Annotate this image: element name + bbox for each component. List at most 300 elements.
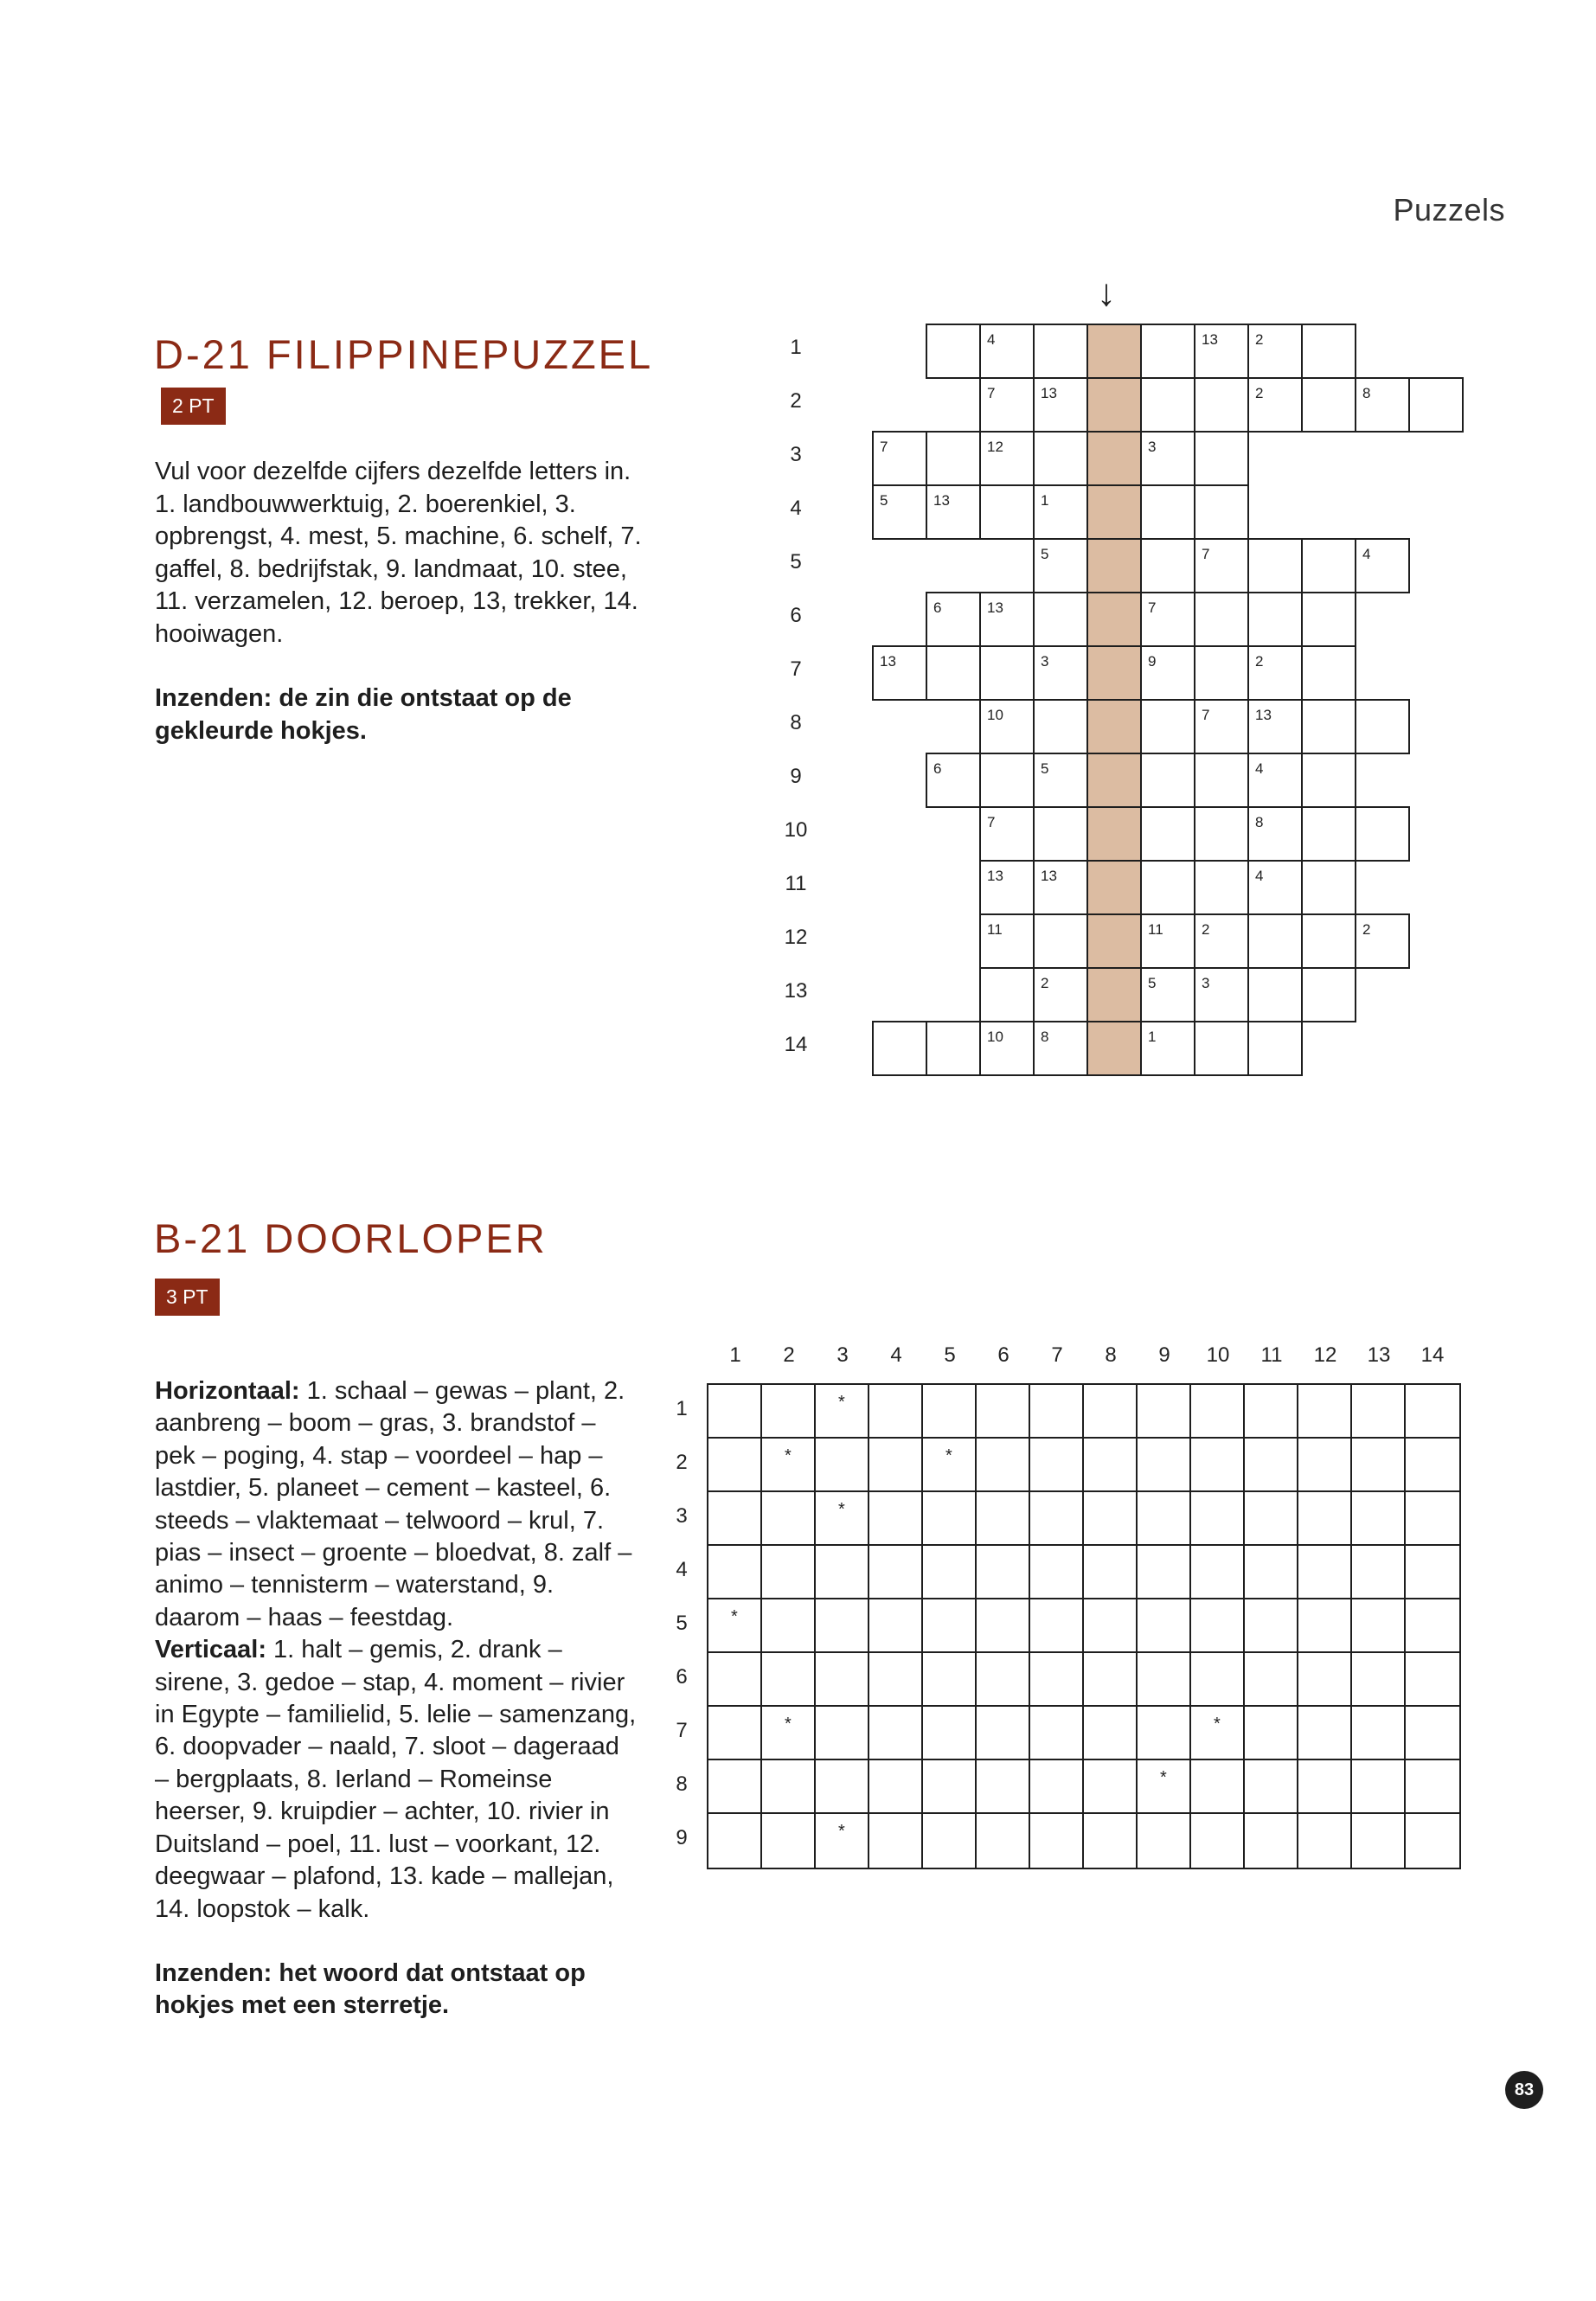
star-marker-icon: * [838,1822,845,1841]
filippine-cell[interactable] [1355,377,1410,433]
doorloper-cell[interactable] [869,1439,923,1492]
filippine-cell[interactable] [1033,1021,1088,1076]
doorloper-column-number: 10 [1206,1343,1230,1367]
doorloper-cell[interactable] [1084,1814,1138,1868]
doorloper-cell[interactable] [977,1653,1030,1707]
doorloper-column-number: 5 [944,1343,956,1367]
doorloper-cell[interactable] [1084,1385,1138,1439]
filippine-cell[interactable] [926,324,981,379]
filippine-cell[interactable] [1194,484,1249,540]
doorloper-cell[interactable] [1406,1653,1459,1707]
star-marker-icon: * [838,1500,845,1519]
filippine-cell[interactable] [1033,377,1088,433]
doorloper-cell[interactable] [1030,1599,1084,1653]
filippine-cell[interactable] [1194,592,1249,647]
filippine-cell[interactable] [979,645,1035,701]
doorloper-cell[interactable] [1030,1760,1084,1814]
doorloper-cell[interactable] [1084,1546,1138,1599]
doorloper-cell[interactable] [816,1814,869,1868]
filippine-highlighted-cell[interactable] [1086,377,1142,433]
doorloper-cell[interactable] [923,1492,977,1546]
filippine-cell[interactable] [872,1021,927,1076]
doorloper-column-number: 1 [729,1343,741,1367]
filippine-cell[interactable] [1301,699,1356,754]
filippine-cell[interactable] [979,913,1035,969]
doorloper-cell[interactable] [977,1546,1030,1599]
filippine-cell[interactable] [979,753,1035,808]
doorloper-cell[interactable] [1245,1760,1298,1814]
doorloper-cell[interactable] [1352,1439,1406,1492]
doorloper-cell[interactable] [1352,1546,1406,1599]
filippine-highlighted-cell[interactable] [1086,860,1142,915]
doorloper-cell[interactable] [869,1599,923,1653]
cell-number: 13 [880,653,896,670]
doorloper-cell[interactable] [1406,1707,1459,1760]
doorloper-cell[interactable] [1138,1814,1191,1868]
doorloper-cell[interactable] [1191,1439,1245,1492]
filippine-cell[interactable] [1194,967,1249,1022]
doorloper-cell[interactable] [1138,1599,1191,1653]
doorloper-cell[interactable] [1191,1599,1245,1653]
filippine-highlighted-cell[interactable] [1086,592,1142,647]
doorloper-cell[interactable] [1030,1707,1084,1760]
filippine-cell[interactable] [1033,806,1088,862]
doorloper-cell[interactable] [869,1760,923,1814]
filippine-cell[interactable] [1033,860,1088,915]
filippine-cell[interactable] [1140,1021,1195,1076]
doorloper-cell[interactable] [1138,1653,1191,1707]
filippine-cell[interactable] [1247,913,1303,969]
cell-number: 2 [1202,921,1210,938]
filippine-cell[interactable] [1301,967,1356,1022]
doorloper-cell[interactable] [816,1439,869,1492]
doorloper-cell[interactable] [1030,1492,1084,1546]
doorloper-cell[interactable] [762,1385,816,1439]
filippine-cell[interactable] [1033,913,1088,969]
filippine-cell[interactable] [1194,699,1249,754]
filippine-cell[interactable] [1247,753,1303,808]
doorloper-cell[interactable] [816,1385,869,1439]
doorloper-cell[interactable] [923,1546,977,1599]
doorloper-cell[interactable] [1406,1814,1459,1868]
cell-number: 7 [1148,599,1157,616]
filippine-cell[interactable] [1194,324,1249,379]
filippine-highlighted-cell[interactable] [1086,431,1142,486]
filippine-cell[interactable] [1194,860,1249,915]
doorloper-cell[interactable] [1030,1546,1084,1599]
doorloper-cell[interactable] [977,1814,1030,1868]
filippine-cell[interactable] [1247,699,1303,754]
filippine-row-number: 7 [790,657,802,681]
filippine-cell[interactable] [1033,538,1088,593]
doorloper-cell[interactable] [1138,1546,1191,1599]
horizontal-clues [155,1375,639,1634]
doorloper-cell[interactable] [762,1492,816,1546]
filippine-cell[interactable] [1355,806,1410,862]
filippine-cell[interactable] [1140,806,1195,862]
cell-number: 12 [987,439,1003,455]
filippine-cell[interactable] [1301,377,1356,433]
doorloper-cell[interactable] [1406,1760,1459,1814]
doorloper-cell[interactable] [1138,1492,1191,1546]
filippine-cell[interactable] [1301,538,1356,593]
doorloper-cell[interactable] [1138,1385,1191,1439]
filippine-cell[interactable] [1247,645,1303,701]
filippine-cell[interactable] [1247,860,1303,915]
cell-number: 2 [1041,975,1049,991]
doorloper-column-number: 9 [1158,1343,1170,1367]
cell-number: 3 [1041,653,1049,670]
filippine-highlighted-cell[interactable] [1086,699,1142,754]
doorloper-column-number: 3 [836,1343,849,1367]
filippine-cell[interactable] [1301,324,1356,379]
doorloper-row-number: 1 [676,1397,688,1420]
filippine-row-number: 9 [790,765,802,788]
doorloper-cell[interactable] [1298,1492,1352,1546]
filippine-cell[interactable] [979,1021,1035,1076]
doorloper-cell[interactable] [708,1814,762,1868]
doorloper-cell[interactable] [869,1546,923,1599]
doorloper-cell[interactable] [977,1599,1030,1653]
doorloper-cell[interactable] [1191,1546,1245,1599]
doorloper-cell[interactable] [1352,1385,1406,1439]
filippine-cell[interactable] [1140,538,1195,593]
page-number: 83 [1505,2071,1543,2109]
doorloper-cell[interactable] [869,1814,923,1868]
filippine-cell[interactable] [1301,806,1356,862]
cell-number: 13 [1255,707,1272,723]
doorloper-row-number: 3 [676,1504,688,1528]
filippine-cell[interactable] [1140,592,1195,647]
filippine-cell[interactable] [1140,967,1195,1022]
doorloper-cell[interactable] [1352,1599,1406,1653]
filippine-cell[interactable] [1247,592,1303,647]
filippine-cell[interactable] [926,431,981,486]
doorloper-cell[interactable] [1406,1385,1459,1439]
filippine-cell[interactable] [1033,699,1088,754]
doorloper-cell[interactable] [1245,1599,1298,1653]
filippine-cell[interactable] [979,860,1035,915]
doorloper-cell[interactable] [1030,1439,1084,1492]
down-arrow-icon: ↓ [1097,272,1116,314]
doorloper-cell[interactable] [1406,1546,1459,1599]
doorloper-cell[interactable] [1245,1492,1298,1546]
doorloper-cell[interactable] [1406,1492,1459,1546]
filippine-cell[interactable] [926,592,981,647]
doorloper-cell[interactable] [1406,1439,1459,1492]
filippine-cell[interactable] [979,431,1035,486]
filippine-highlighted-cell[interactable] [1086,538,1142,593]
cell-number: 2 [1255,331,1264,348]
filippine-cell[interactable] [1247,1021,1303,1076]
doorloper-cell[interactable] [1352,1760,1406,1814]
doorloper-column-number: 2 [783,1343,795,1367]
star-marker-icon: * [731,1607,738,1626]
doorloper-cell[interactable] [1084,1653,1138,1707]
doorloper-cell[interactable] [1298,1546,1352,1599]
doorloper-cell[interactable] [923,1707,977,1760]
filippine-cell[interactable] [979,806,1035,862]
cell-number: 4 [1255,760,1264,777]
filippine-highlighted-cell[interactable] [1086,806,1142,862]
doorloper-cell[interactable] [1191,1760,1245,1814]
cell-number: 8 [1255,814,1264,830]
filippine-cell[interactable] [1247,806,1303,862]
doorloper-cell[interactable] [762,1439,816,1492]
filippine-cell[interactable] [1247,324,1303,379]
filippine-highlighted-cell[interactable] [1086,1021,1142,1076]
doorloper-cell[interactable] [708,1599,762,1653]
filippine-cell[interactable] [1355,699,1410,754]
filippine-cell[interactable] [1033,431,1088,486]
filippine-cell[interactable] [979,324,1035,379]
doorloper-cell[interactable] [762,1814,816,1868]
filippine-cell[interactable] [1194,431,1249,486]
filippine-cell[interactable] [1194,806,1249,862]
doorloper-cell[interactable] [762,1599,816,1653]
doorloper-cell[interactable] [816,1492,869,1546]
doorloper-cell[interactable] [977,1439,1030,1492]
filippine-cell[interactable] [979,699,1035,754]
doorloper-cell[interactable] [1406,1599,1459,1653]
cell-number: 4 [987,331,996,348]
doorloper-cell[interactable] [816,1760,869,1814]
doorloper-cell[interactable] [708,1385,762,1439]
filippine-highlighted-cell[interactable] [1086,967,1142,1022]
doorloper-cell[interactable] [1084,1439,1138,1492]
cell-number: 8 [1041,1029,1049,1045]
filippine-cell[interactable] [1408,377,1464,433]
filippine-highlighted-cell[interactable] [1086,753,1142,808]
filippine-cell[interactable] [1247,377,1303,433]
cell-number: 2 [1362,921,1371,938]
cell-number: 1 [1148,1029,1157,1045]
doorloper-column-number: 7 [1051,1343,1063,1367]
doorloper-cell[interactable] [1245,1653,1298,1707]
doorloper-cell[interactable] [977,1760,1030,1814]
doorloper-cell[interactable] [869,1707,923,1760]
doorloper-cell[interactable] [762,1546,816,1599]
filippine-cell[interactable] [1194,645,1249,701]
filippine-cell[interactable] [1194,753,1249,808]
doorloper-cell[interactable] [762,1707,816,1760]
filippine-cell[interactable] [1140,431,1195,486]
doorloper-cell[interactable] [1245,1814,1298,1868]
doorloper-cell[interactable] [1298,1439,1352,1492]
filippine-cell[interactable] [1301,645,1356,701]
filippine-cell[interactable] [926,484,981,540]
doorloper-cell[interactable] [869,1385,923,1439]
filippine-cell[interactable] [979,967,1035,1022]
doorloper-cell[interactable] [977,1385,1030,1439]
doorloper-cell[interactable] [1245,1439,1298,1492]
filippine-cell[interactable] [1194,538,1249,593]
doorloper-title: B-21 DOORLOPER [154,1215,548,1261]
doorloper-cell[interactable] [1245,1707,1298,1760]
cell-number: 13 [987,868,1003,884]
cell-number: 7 [987,385,996,401]
cell-number: 11 [987,921,1003,938]
doorloper-column-number: 8 [1105,1343,1117,1367]
filippine-cell[interactable] [1140,484,1195,540]
filippine-cell[interactable] [1355,913,1410,969]
filippine-cell[interactable] [872,431,927,486]
doorloper-cell[interactable] [762,1760,816,1814]
filippine-cell[interactable] [1033,753,1088,808]
doorloper-cell[interactable] [708,1707,762,1760]
doorloper-cell[interactable] [1298,1653,1352,1707]
doorloper-cell[interactable] [1352,1814,1406,1868]
filippine-cell[interactable] [926,645,981,701]
doorloper-cell[interactable] [923,1599,977,1653]
horizontal-clue-text: 1. schaal – gewas – plant, 2. aanbreng – boom – gras, 3. brandstof – pek – poging, 4. stap – voordeel – hap – lastdier, 5. planeet – cement – kasteel, 6. steeds – vlaktemaat – telwoord – krul, 7. pias – insect – groente – bloedvat, 8. zalf – animo – tennisterm – waterstand, 9. daarom – haas – feestdag. [155,1377,632,1631]
star-marker-icon: * [838,1393,845,1412]
filippine-cell[interactable] [1140,913,1195,969]
doorloper-cell[interactable] [1084,1599,1138,1653]
doorloper-cell[interactable] [1030,1814,1084,1868]
doorloper-cell[interactable] [923,1814,977,1868]
filippine-cell[interactable] [1301,913,1356,969]
filippine-cell[interactable] [1033,592,1088,647]
filippine-instructions [155,456,657,747]
cell-number: 5 [1148,975,1157,991]
doorloper-cell[interactable] [708,1653,762,1707]
horizontal-label: Horizontaal: [155,1377,300,1405]
doorloper-cell[interactable] [869,1653,923,1707]
filippine-cell[interactable] [926,1021,981,1076]
doorloper-cell[interactable] [1191,1385,1245,1439]
filippine-cell[interactable] [1033,324,1088,379]
filippine-cell[interactable] [1140,645,1195,701]
cell-number: 13 [1041,868,1057,884]
doorloper-cell[interactable] [1191,1707,1245,1760]
filippine-highlighted-cell[interactable] [1086,324,1142,379]
cell-number: 1 [1041,492,1049,509]
doorloper-cell[interactable] [1191,1492,1245,1546]
filippine-cell[interactable] [979,484,1035,540]
doorloper-cell[interactable] [1191,1814,1245,1868]
filippine-highlighted-cell[interactable] [1086,913,1142,969]
doorloper-cell[interactable] [1138,1439,1191,1492]
doorloper-cell[interactable] [708,1492,762,1546]
cell-number: 4 [1255,868,1264,884]
doorloper-cell[interactable] [1298,1760,1352,1814]
doorloper-cell[interactable] [869,1492,923,1546]
doorloper-cell[interactable] [1298,1599,1352,1653]
cell-number: 8 [1362,385,1371,401]
doorloper-cell[interactable] [977,1492,1030,1546]
doorloper-column-number: 11 [1260,1343,1283,1367]
filippine-cell[interactable] [1247,538,1303,593]
filippine-cell[interactable] [1140,753,1195,808]
doorloper-cell[interactable] [708,1760,762,1814]
filippine-cell[interactable] [979,377,1035,433]
doorloper-cell[interactable] [1352,1707,1406,1760]
filippine-cell[interactable] [1140,377,1195,433]
doorloper-cell[interactable] [923,1439,977,1492]
filippine-cell[interactable] [1355,538,1410,593]
doorloper-cell[interactable] [923,1760,977,1814]
filippine-cell[interactable] [1140,324,1195,379]
filippine-highlighted-cell[interactable] [1086,484,1142,540]
cell-number: 13 [933,492,950,509]
filippine-cell[interactable] [1301,753,1356,808]
cell-number: 7 [880,439,888,455]
doorloper-cell[interactable] [977,1707,1030,1760]
cell-number: 10 [987,707,1003,723]
section-header: Puzzels [1393,192,1505,228]
doorloper-cell[interactable] [762,1653,816,1707]
vertical-label: Verticaal: [155,1636,266,1664]
filippine-cell[interactable] [926,753,981,808]
doorloper-cell[interactable] [923,1385,977,1439]
doorloper-cell[interactable] [1298,1385,1352,1439]
filippine-cell[interactable] [979,592,1035,647]
filippine-clue-list: 1. landbouwwerktuig, 2. boerenkiel, 3. opbrengst, 4. mest, 5. machine, 6. schelf, 7. gaffel, 8. bedrijfstak, 9. landmaat, 10. stee, 11. verzamelen, 12. beroep, 13, trekker, 14. hooiwagen. [155,490,642,648]
filippine-cell[interactable] [1033,484,1088,540]
filippine-highlighted-cell[interactable] [1086,645,1142,701]
filippine-cell[interactable] [1033,967,1088,1022]
filippine-cell[interactable] [1194,1021,1249,1076]
doorloper-cell[interactable] [1084,1492,1138,1546]
filippine-cell[interactable] [1140,699,1195,754]
doorloper-cell[interactable] [1245,1546,1298,1599]
vertical-clue-text: 1. halt – gemis, 2. drank – sirene, 3. gedoe – stap, 4. moment – rivier in Egypte – familielid, 5. lelie – samenzang, 6. doopvader – naald, 7. sloot – dageraad – bergplaats, 8. Ierland – Romeinse heerser, 9. kruipdier – achter, 10. rivier in Duitsland – poel, 11. lust – voorkant, 12. deegwaar – plafond, 13. kade – mallejan, 14. loopstok – kalk. [155,1636,637,1923]
filippine-row-number: 2 [790,389,802,413]
doorloper-cell[interactable] [1352,1492,1406,1546]
filippine-cell[interactable] [1301,860,1356,915]
filippine-cell[interactable] [1194,913,1249,969]
cell-number: 2 [1255,653,1264,670]
filippine-cell[interactable] [1194,377,1249,433]
filippine-title: D-21 FILIPPINEPUZZEL [154,331,654,377]
filippine-cell[interactable] [1033,645,1088,701]
doorloper-row-number: 4 [676,1558,688,1581]
filippine-cell[interactable] [872,484,927,540]
doorloper-cell[interactable] [923,1653,977,1707]
doorloper-cell[interactable] [816,1707,869,1760]
doorloper-cell[interactable] [816,1599,869,1653]
doorloper-cell[interactable] [1191,1653,1245,1707]
filippine-row-number: 10 [784,818,808,842]
cell-number: 9 [1148,653,1157,670]
filippine-cell[interactable] [1247,967,1303,1022]
doorloper-cell[interactable] [1138,1760,1191,1814]
doorloper-cell[interactable] [1298,1814,1352,1868]
doorloper-row-number: 2 [676,1451,688,1474]
doorloper-cell[interactable] [1030,1385,1084,1439]
doorloper-row-number: 7 [676,1719,688,1742]
doorloper-cell[interactable] [816,1653,869,1707]
star-marker-icon: * [1160,1768,1167,1787]
doorloper-cell[interactable] [1138,1707,1191,1760]
filippine-cell[interactable] [1301,592,1356,647]
filippine-cell[interactable] [872,645,927,701]
doorloper-cell[interactable] [1298,1707,1352,1760]
doorloper-cell[interactable] [816,1546,869,1599]
cell-number: 6 [933,599,942,616]
cell-number: 13 [1041,385,1057,401]
doorloper-cell[interactable] [1245,1385,1298,1439]
doorloper-cell[interactable] [1030,1653,1084,1707]
doorloper-cell[interactable] [708,1439,762,1492]
doorloper-cell[interactable] [708,1546,762,1599]
filippine-cell[interactable] [1140,860,1195,915]
doorloper-cell[interactable] [1084,1760,1138,1814]
filippine-intro-line: Vul voor dezelfde cijfers dezelfde letters in. [155,458,631,485]
doorloper-cell[interactable] [1084,1707,1138,1760]
doorloper-cell[interactable] [1352,1653,1406,1707]
